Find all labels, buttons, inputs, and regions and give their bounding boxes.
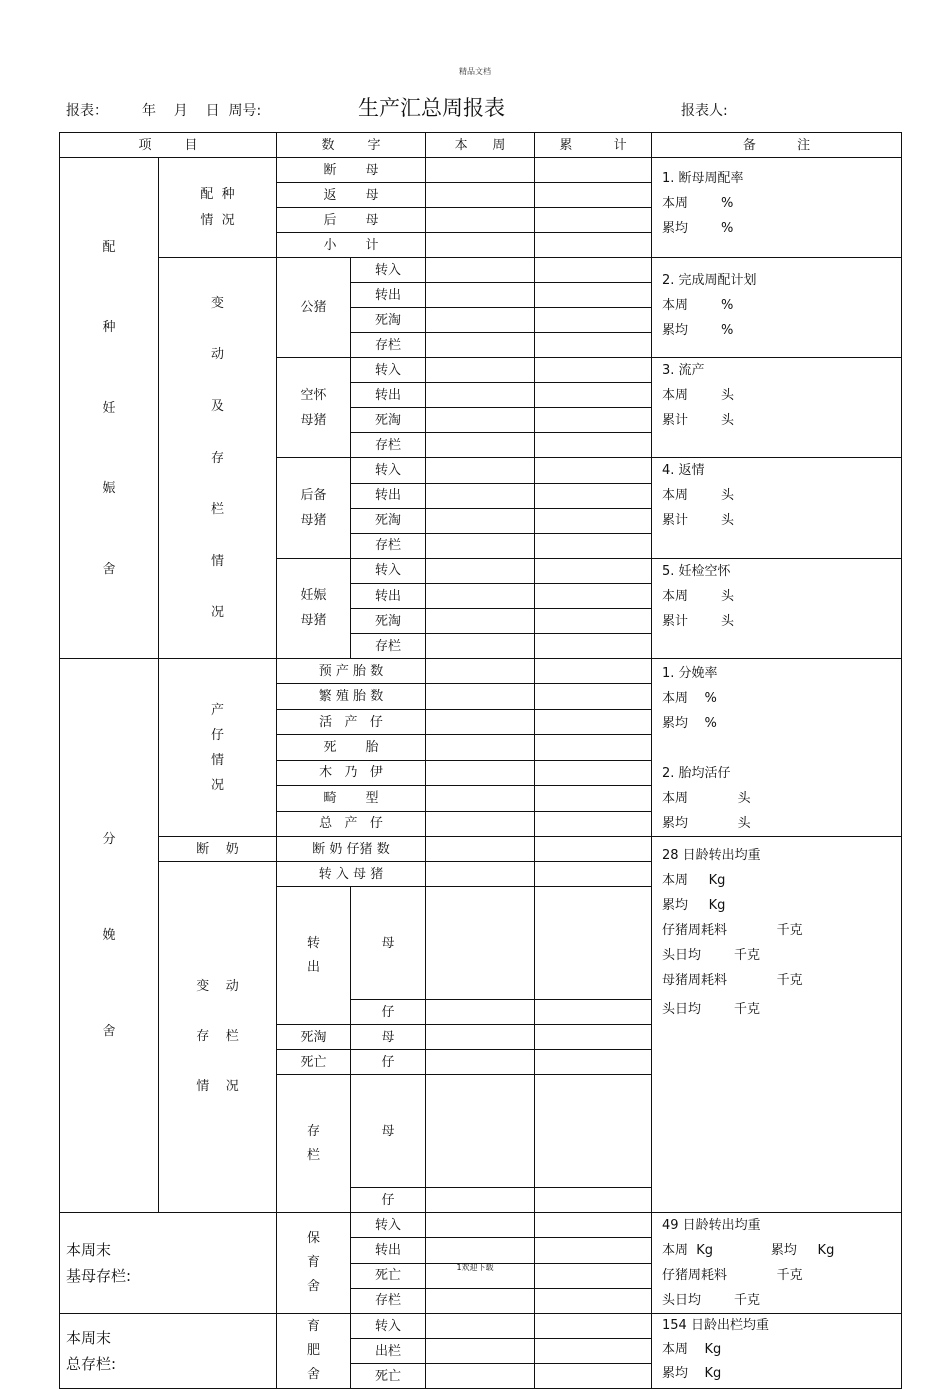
cumulative-cell[interactable]: [535, 837, 652, 862]
group-inventory: 存 栏: [277, 1075, 351, 1213]
this-week-cell[interactable]: [426, 634, 535, 659]
row-label: 仔: [351, 1188, 426, 1213]
cumulative-cell[interactable]: [535, 1364, 652, 1389]
remark-note: 154 日龄出栏均重 本周 Kg 累均 Kg: [652, 1314, 902, 1389]
row-label: 母: [351, 1075, 426, 1188]
row-label: 母: [351, 1025, 426, 1050]
this-week-cell[interactable]: [426, 1075, 535, 1188]
this-week-cell[interactable]: [426, 1314, 535, 1339]
farrowing-change-label: 变 动 存 栏 情 况: [159, 862, 277, 1213]
row-label: 转出: [351, 1238, 426, 1263]
group-gilt: 后备 母猪: [277, 458, 351, 558]
cumulative-cell[interactable]: [535, 258, 652, 283]
col-item: 项 目: [60, 133, 277, 158]
cumulative-cell[interactable]: [535, 483, 652, 508]
cumulative-cell[interactable]: [535, 1075, 652, 1188]
remark-note: 28 日龄转出均重 本周 Kg 累均 Kg 仔猪周耗料 千克 头日均 千克 母猪周耗料 千克 头日均 千克: [652, 837, 902, 1213]
cumulative-cell[interactable]: [535, 308, 652, 333]
group-empty-sow: 空怀 母猪: [277, 358, 351, 458]
cumulative-cell[interactable]: [535, 862, 652, 887]
farrowing-house-label: 分 娩 舍: [60, 659, 159, 1213]
this-week-cell[interactable]: [426, 584, 535, 609]
row-label: 存栏: [351, 333, 426, 358]
row-label: 母: [351, 887, 426, 1000]
this-week-cell[interactable]: [426, 1339, 535, 1364]
row-label: 预 产 胎 数: [277, 659, 426, 684]
this-week-cell[interactable]: [426, 308, 535, 333]
row-label: 断 母: [277, 158, 426, 183]
this-week-cell[interactable]: [426, 735, 535, 760]
cumulative-cell[interactable]: [535, 233, 652, 258]
this-week-cell[interactable]: [426, 786, 535, 811]
cumulative-cell[interactable]: [535, 760, 652, 785]
this-week-cell[interactable]: [426, 1050, 535, 1075]
cumulative-cell[interactable]: [535, 811, 652, 836]
this-week-cell[interactable]: [426, 760, 535, 785]
col-remark: 备 注: [652, 133, 902, 158]
group-pregnant-sow: 妊娠 母猪: [277, 558, 351, 658]
cumulative-cell[interactable]: [535, 786, 652, 811]
group-death: 死亡: [277, 1050, 351, 1075]
row-label: 转入: [351, 258, 426, 283]
this-week-cell[interactable]: [426, 862, 535, 887]
breeding-house-label: 配 种 妊 娠 舍: [60, 158, 159, 659]
row-label: 繁 殖 胎 数: [277, 684, 426, 709]
this-week-cell[interactable]: [426, 158, 535, 183]
this-week-cell[interactable]: [426, 837, 535, 862]
this-week-cell[interactable]: [426, 811, 535, 836]
remark-note: 1. 分娩率 本周 % 累均 % 2. 胎均活仔 本周 头 累均 头: [652, 659, 902, 837]
this-week-cell[interactable]: [426, 1213, 535, 1238]
cumulative-cell[interactable]: [535, 659, 652, 684]
cumulative-cell[interactable]: [535, 709, 652, 734]
row-label: 转入: [351, 558, 426, 583]
row-label: 死淘: [351, 408, 426, 433]
footer: 1欢迎下载: [456, 1263, 494, 1272]
this-week-cell[interactable]: [426, 383, 535, 408]
col-this-week: 本 周: [426, 133, 535, 158]
cumulative-cell[interactable]: [535, 1238, 652, 1263]
this-week-cell[interactable]: [426, 533, 535, 558]
reporter-label: 报表人:: [681, 103, 728, 119]
this-week-cell[interactable]: [426, 1025, 535, 1050]
remark-note: 49 日龄转出均重 本周 Kg 累均 Kg 仔猪周耗料 千克 头日均 千克: [652, 1213, 902, 1314]
row-label: 断 奶 仔猪 数: [277, 837, 426, 862]
row-label: 存栏: [351, 433, 426, 458]
this-week-cell[interactable]: [426, 408, 535, 433]
remark-note: 2. 完成周配计划 本周 % 累均 %: [652, 258, 902, 358]
group-cull: 死淘: [277, 1025, 351, 1050]
row-label: 仔: [351, 1050, 426, 1075]
mating-label: 配 种 情 况: [159, 158, 277, 258]
this-week-cell[interactable]: [426, 684, 535, 709]
remark-note: 1. 断母周配率 本周 % 累均 %: [652, 158, 902, 258]
cumulative-cell[interactable]: [535, 358, 652, 383]
this-week-cell[interactable]: [426, 183, 535, 208]
cumulative-cell[interactable]: [535, 1339, 652, 1364]
cumulative-cell[interactable]: [535, 609, 652, 634]
this-week-cell[interactable]: [426, 458, 535, 483]
this-week-cell[interactable]: [426, 233, 535, 258]
row-label: 转出: [351, 383, 426, 408]
row-label: 转入: [351, 1213, 426, 1238]
cumulative-cell[interactable]: [535, 1025, 652, 1050]
row-label: 转出: [351, 283, 426, 308]
cumulative-cell[interactable]: [535, 1050, 652, 1075]
cumulative-cell[interactable]: [535, 1000, 652, 1025]
col-cumulative: 累 计: [535, 133, 652, 158]
row-label: 死淘: [351, 508, 426, 533]
row-label: 仔: [351, 1000, 426, 1025]
this-week-cell[interactable]: [426, 258, 535, 283]
this-week-cell[interactable]: [426, 709, 535, 734]
row-label: 死淘: [351, 609, 426, 634]
row-label: 转 入 母 猪: [277, 862, 426, 887]
cumulative-cell[interactable]: [535, 584, 652, 609]
row-label: 畸 型: [277, 786, 426, 811]
this-week-cell[interactable]: [426, 333, 535, 358]
cumulative-cell[interactable]: [535, 1288, 652, 1313]
col-number: 数 字: [277, 133, 426, 158]
cumulative-cell[interactable]: [535, 333, 652, 358]
this-week-cell[interactable]: [426, 508, 535, 533]
row-label: 出栏: [351, 1339, 426, 1364]
this-week-cell[interactable]: [426, 1288, 535, 1313]
litter-label: 产 仔 情 况: [159, 659, 277, 837]
cumulative-cell[interactable]: [535, 887, 652, 1000]
group-boar: 公猪: [277, 258, 351, 358]
page-title: 生产汇总周报表: [358, 96, 505, 120]
finishing-stock-label: 本周末 总存栏:: [60, 1314, 277, 1389]
cumulative-cell[interactable]: [535, 183, 652, 208]
report-table: [59, 132, 902, 1389]
watermark: 精品文档: [459, 67, 491, 76]
cumulative-cell[interactable]: [535, 408, 652, 433]
row-label: 转入: [351, 1314, 426, 1339]
row-label: 返 母: [277, 183, 426, 208]
this-week-cell[interactable]: [426, 483, 535, 508]
nursery-house-label: 保 育 舍: [277, 1213, 351, 1314]
remark-note: 5. 妊检空怀 本周 头 累计 头: [652, 558, 902, 658]
row-label: 转出: [351, 584, 426, 609]
cumulative-cell[interactable]: [535, 283, 652, 308]
row-label: 转入: [351, 358, 426, 383]
cumulative-cell[interactable]: [535, 458, 652, 483]
cumulative-cell[interactable]: [535, 208, 652, 233]
row-label: 存栏: [351, 1288, 426, 1313]
this-week-cell[interactable]: [426, 1000, 535, 1025]
cumulative-cell[interactable]: [535, 158, 652, 183]
this-week-cell[interactable]: [426, 208, 535, 233]
cumulative-cell[interactable]: [535, 1213, 652, 1238]
this-week-cell[interactable]: [426, 609, 535, 634]
row-label: 死 胎: [277, 735, 426, 760]
row-label: 死亡: [351, 1364, 426, 1389]
this-week-cell[interactable]: [426, 887, 535, 1000]
remark-note: 4. 返情 本周 头 累计 头: [652, 458, 902, 558]
this-week-cell[interactable]: [426, 433, 535, 458]
weaning-label: 断 奶: [159, 837, 277, 862]
cumulative-cell[interactable]: [535, 1188, 652, 1213]
report-label: 报表：: [66, 103, 108, 119]
row-label: 死亡: [351, 1263, 426, 1288]
this-week-cell[interactable]: [426, 1364, 535, 1389]
this-week-cell[interactable]: [426, 659, 535, 684]
row-label: 活 产 仔: [277, 709, 426, 734]
remark-note: 3. 流产 本周 头 累计 头: [652, 358, 902, 458]
nursery-stock-label: 本周末 基母存栏:: [60, 1213, 277, 1314]
this-week-cell[interactable]: [426, 1238, 535, 1263]
this-week-cell[interactable]: [426, 283, 535, 308]
this-week-cell[interactable]: [426, 1188, 535, 1213]
this-week-cell[interactable]: [426, 358, 535, 383]
cumulative-cell[interactable]: [535, 533, 652, 558]
row-label: 后 母: [277, 208, 426, 233]
group-transfer-out: 转 出: [277, 887, 351, 1025]
date-label: 年 月 日 周号:: [142, 103, 262, 119]
cumulative-cell[interactable]: [535, 735, 652, 760]
row-label: 存栏: [351, 634, 426, 659]
row-label: 小 计: [277, 233, 426, 258]
row-label: 存栏: [351, 533, 426, 558]
cumulative-cell[interactable]: [535, 558, 652, 583]
row-label: 转入: [351, 458, 426, 483]
cumulative-cell[interactable]: [535, 383, 652, 408]
cumulative-cell[interactable]: [535, 508, 652, 533]
cumulative-cell[interactable]: [535, 433, 652, 458]
this-week-cell[interactable]: [426, 558, 535, 583]
row-label: 转出: [351, 483, 426, 508]
row-label: 总 产 仔: [277, 811, 426, 836]
cumulative-cell[interactable]: [535, 1314, 652, 1339]
cumulative-cell[interactable]: [535, 634, 652, 659]
row-label: 死淘: [351, 308, 426, 333]
row-label: 木 乃 伊: [277, 760, 426, 785]
cumulative-cell[interactable]: [535, 684, 652, 709]
finishing-house-label: 育 肥 舍: [277, 1314, 351, 1389]
change-label: 变 动 及 存 栏 情 况: [159, 258, 277, 659]
